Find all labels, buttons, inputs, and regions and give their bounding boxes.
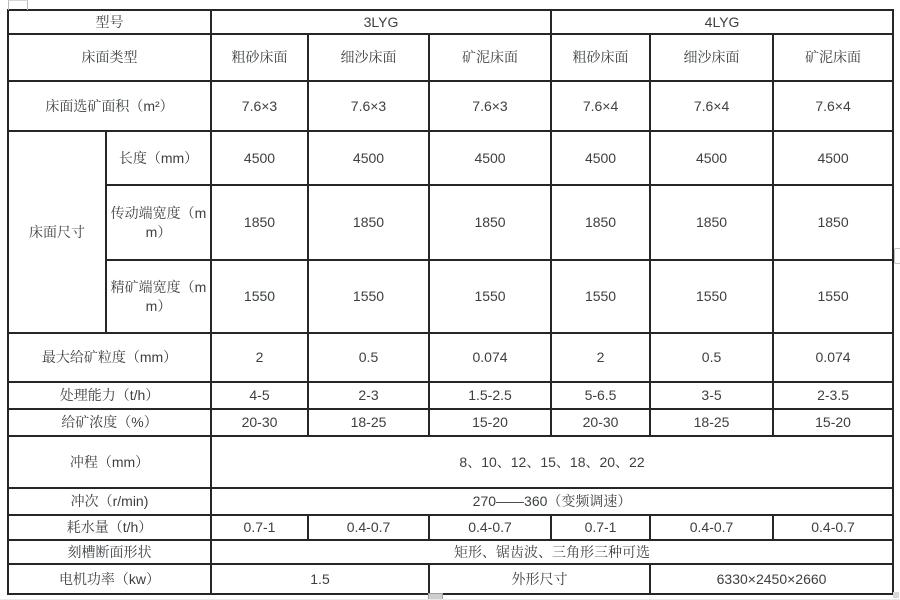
spec-cell: 18-25: [650, 409, 773, 436]
spec-cell: 20-30: [211, 409, 308, 436]
spec-cell-stroke-values: 8、10、12、15、18、20、22: [211, 436, 893, 488]
spec-cell: 2: [551, 333, 650, 382]
row-label-stroke: 冲程（mm）: [8, 436, 211, 488]
spec-cell: 7.6×4: [650, 81, 773, 131]
table-row-capacity: [8, 382, 893, 409]
spec-cell: 0.5: [308, 333, 429, 382]
spec-cell: 1850: [429, 185, 551, 260]
row-label-feed-density: 给矿浓度（%）: [8, 409, 211, 436]
row-label-motor-power: 电机功率（kw）: [8, 564, 211, 594]
spec-cell: 1550: [429, 260, 551, 333]
table-row-drive-end-width: [8, 185, 893, 260]
spec-cell: 矿泥床面: [429, 34, 551, 81]
spec-cell-motor-power-value: 1.5: [211, 564, 429, 594]
spec-cell: 1850: [773, 185, 893, 260]
spec-cell: 4500: [551, 131, 650, 185]
row-label-concentrate-end-width: 精矿端宽度（mm）: [106, 260, 211, 333]
spec-cell: 2: [211, 333, 308, 382]
table-row-length: [8, 131, 893, 185]
spec-cell: 0.4-0.7: [650, 515, 773, 540]
table-row-stroke: [8, 436, 893, 488]
spec-cell: 0.7-1: [211, 515, 308, 540]
spec-cell: 0.4-0.7: [773, 515, 893, 540]
spec-cell: 4500: [650, 131, 773, 185]
spec-cell: 粗砂床面: [551, 34, 650, 81]
model-4lyg-header: 4LYG: [551, 10, 893, 34]
spec-cell: 1.5-2.5: [429, 382, 551, 409]
spec-cell: 细沙床面: [650, 34, 773, 81]
table-row-groove-shape: [8, 540, 893, 564]
row-label-max-feed-size: 最大给矿粒度（mm）: [8, 333, 211, 382]
spec-cell: 1850: [551, 185, 650, 260]
spec-cell: 4500: [308, 131, 429, 185]
spec-cell: 15-20: [429, 409, 551, 436]
spec-cell: 1550: [211, 260, 308, 333]
row-label-capacity: 处理能力（t/h）: [8, 382, 211, 409]
spec-cell: 2-3: [308, 382, 429, 409]
table-row-area: [8, 81, 893, 131]
spec-cell: 0.074: [773, 333, 893, 382]
row-label-water-consumption: 耗水量（t/h）: [8, 515, 211, 540]
row-label-area: 床面选矿面积（m²）: [8, 81, 211, 131]
screenshot-artifact: [8, 0, 28, 10]
spec-cell: 1550: [773, 260, 893, 333]
spec-cell: 1850: [211, 185, 308, 260]
table-row-concentrate-end-width: [8, 260, 893, 333]
spec-cell: 1850: [308, 185, 429, 260]
spec-cell: 18-25: [308, 409, 429, 436]
spec-cell: 4500: [773, 131, 893, 185]
spec-cell-stroke-frequency-value: 270——360（变频调速）: [211, 488, 893, 515]
selection-handle: [893, 592, 899, 598]
spec-cell: 0.7-1: [551, 515, 650, 540]
spec-cell: 矿泥床面: [773, 34, 893, 81]
row-label-groove-shape: 刻槽断面形状: [8, 540, 211, 564]
spec-cell: 2-3.5: [773, 382, 893, 409]
spec-cell: 20-30: [551, 409, 650, 436]
spec-cell: 0.5: [650, 333, 773, 382]
table-row-feed-density: [8, 409, 893, 436]
spec-cell: 1550: [650, 260, 773, 333]
spec-cell: 5-6.5: [551, 382, 650, 409]
spec-cell: 4500: [211, 131, 308, 185]
table-row-motor-power: [8, 564, 893, 594]
spec-cell-groove-shape-value: 矩形、锯齿波、三角形三种可选: [211, 540, 893, 564]
table-row-max-feed-size: [8, 333, 893, 382]
spec-cell: 0.4-0.7: [429, 515, 551, 540]
row-label-length: 长度（mm）: [106, 131, 211, 185]
spec-cell: 3-5: [650, 382, 773, 409]
spec-cell: 7.6×4: [773, 81, 893, 131]
row-label-stroke-frequency: 冲次（r/min): [8, 488, 211, 515]
table-row-stroke-frequency: [8, 488, 893, 515]
spec-cell: 7.6×3: [429, 81, 551, 131]
table-row-model: [8, 10, 893, 34]
row-label-model: 型号: [8, 10, 211, 34]
specification-table: [7, 9, 894, 595]
row-label-overall-dimension: 外形尺寸: [429, 564, 650, 594]
spec-cell: 15-20: [773, 409, 893, 436]
spec-cell: 1850: [650, 185, 773, 260]
spec-cell: 4500: [429, 131, 551, 185]
spec-cell: 1550: [551, 260, 650, 333]
row-label-bed-size: 床面尺寸: [8, 131, 106, 333]
row-label-bed-type: 床面类型: [8, 34, 211, 81]
spec-cell: 7.6×3: [211, 81, 308, 131]
spec-cell: 4-5: [211, 382, 308, 409]
spec-cell: 7.6×3: [308, 81, 429, 131]
model-3lyg-header: 3LYG: [211, 10, 551, 34]
spec-cell: 7.6×4: [551, 81, 650, 131]
screenshot-artifact: [894, 248, 900, 264]
table-row-bed-type: [8, 34, 893, 81]
spec-cell: 0.074: [429, 333, 551, 382]
spec-cell: 1550: [308, 260, 429, 333]
spec-cell: 0.4-0.7: [308, 515, 429, 540]
spec-cell: 细沙床面: [308, 34, 429, 81]
spec-cell: 粗砂床面: [211, 34, 308, 81]
row-label-drive-end-width: 传动端宽度（mm）: [106, 185, 211, 260]
spec-cell-overall-dimension-value: 6330×2450×2660: [650, 564, 893, 594]
table-row-water-consumption: [8, 515, 893, 540]
